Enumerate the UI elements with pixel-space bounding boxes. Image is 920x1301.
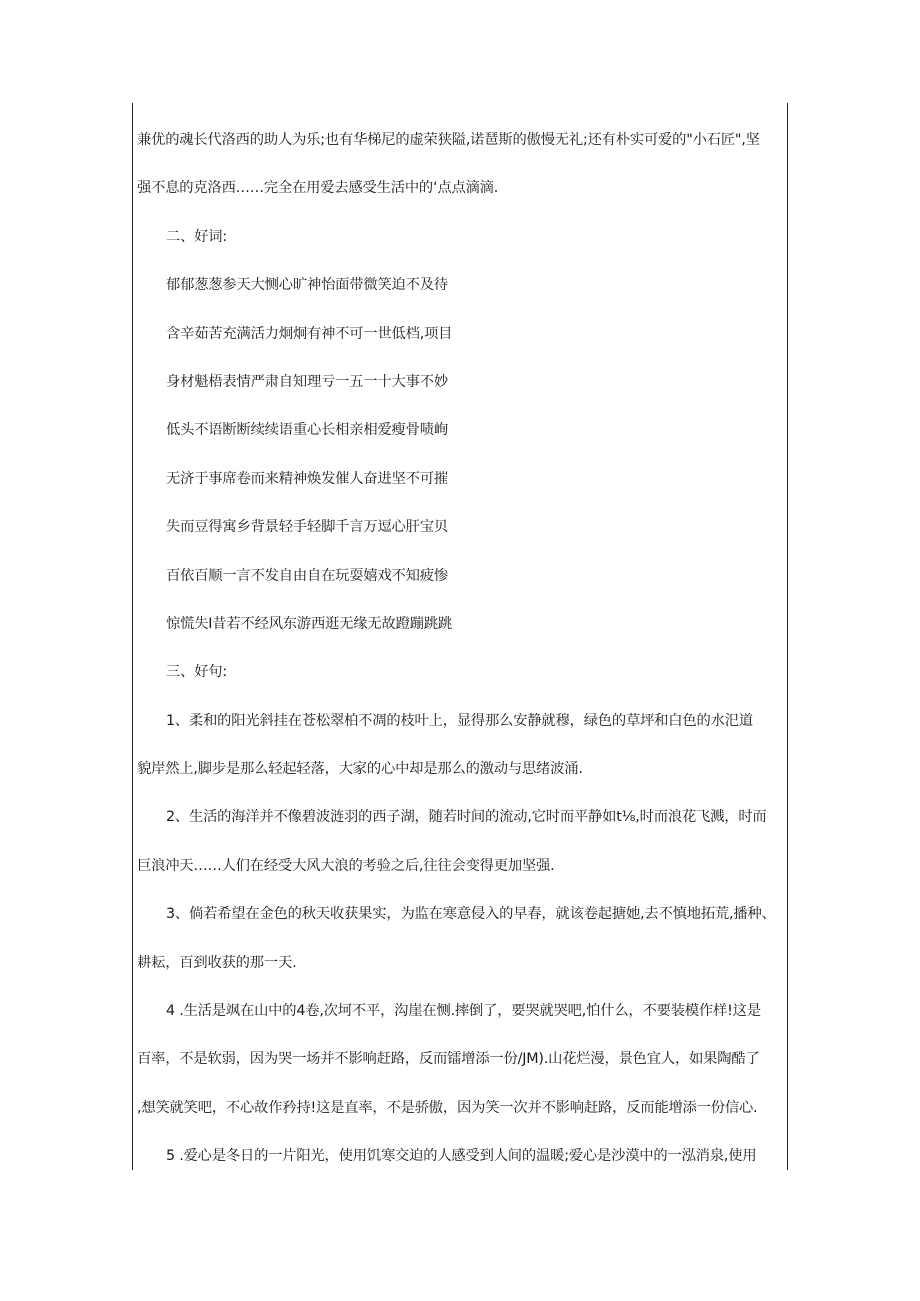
word-list-line: 郁郁葱葱参天大恻心旷神怡面带微笑迫不及待 [166,277,448,294]
document-body [137,116,785,1181]
section-heading: 二、好词: [166,228,228,245]
sentence-line: 耕耘，百到收获的那一天. [137,954,297,971]
sentence-line: 5 .爱心是冬日的一片阳光，使用饥寒交迫的人感受到人间的温暖;爱心是沙漠中的一泓消泉,使用 [166,1148,757,1165]
sentence-line: ,想笑就笑吧，不心故作矜持!这是直率，不是骄傲，因为笑一次并不影响赶路，反而能增添一份信心. [137,1099,758,1116]
word-list-line: 失而豆得寓乡背景轻手轻脚千言万逗心肝宝贝 [166,519,448,536]
sentence-line: 2、生活的海洋并不像碧波涟羽的西子湖，随若时间的流动,它时而平静如t⅛,时而浪花飞溅，时而 [166,809,767,826]
paragraph-line: 兼优的魂长代洛西的助人为乐;也有华梯尼的虚荣狭隘,诺琶斯的傲慢无礼;还有朴实可爱的"小石匠",坚 [137,132,760,148]
sentence-line: 巨浪冲天……人们在经受大风大浪的考验之后,往往会变得更加坚强. [137,857,555,874]
sentence-line: 1、柔和的阳光斜挂在苍松翠柏不凋的枝叶上，显得那么安静就穆，绿色的草坪和白色的水汜道 [166,712,753,729]
word-list-line: 身材魁梧表情严肃自知理亏一五一十大事不妙 [166,373,448,390]
word-list-line: 无济于事席卷而来精神焕发催人奋进坚不可摧 [166,470,448,487]
sentence-line: 貌岸然上,脚步是那么轻起轻落，大家的心中却是那么的激动与思绪波涌. [137,761,583,778]
right-border-line [787,103,788,1170]
sentence-line: 3、倘若希望在金色的秋天收获果实，为监在寒意侵入的早春，就该卷起搪她,去不慎地拓荒,播种、 [166,906,776,923]
left-border-line [132,103,133,1170]
word-list-line: 含辛茹苦充满活力炯炯有神不可一世低档,项目 [166,325,453,342]
paragraph-line: 强不息的克洛西……完全在用爱去感受生活中的‘点点滴滴. [137,180,499,197]
sentence-line: 百率，不是软弱，因为哭一场并不影响赶路，反而镭增添一份/JM).山花烂漫，景色宜人，如果陶酷了 [137,1051,760,1068]
word-list-line: 百依百顺一言不发自由自在玩耍嬉戏不知疲惨 [166,567,448,584]
sentence-line: 4 .生活是飒在山中的4卷,次坷不平，沟崖在恻.摔倒了，要哭就哭吧,怕什么，不要装模作样!这是 [166,1003,761,1020]
section-heading: 三、好句: [166,664,228,681]
word-list-line: 低头不语断断续续语重心长相亲相爱瘦骨啧峋 [166,422,448,439]
word-list-line: 惊慌失I昔若不经风东游西逛无缘无故蹬蹦跳跳 [166,615,452,632]
